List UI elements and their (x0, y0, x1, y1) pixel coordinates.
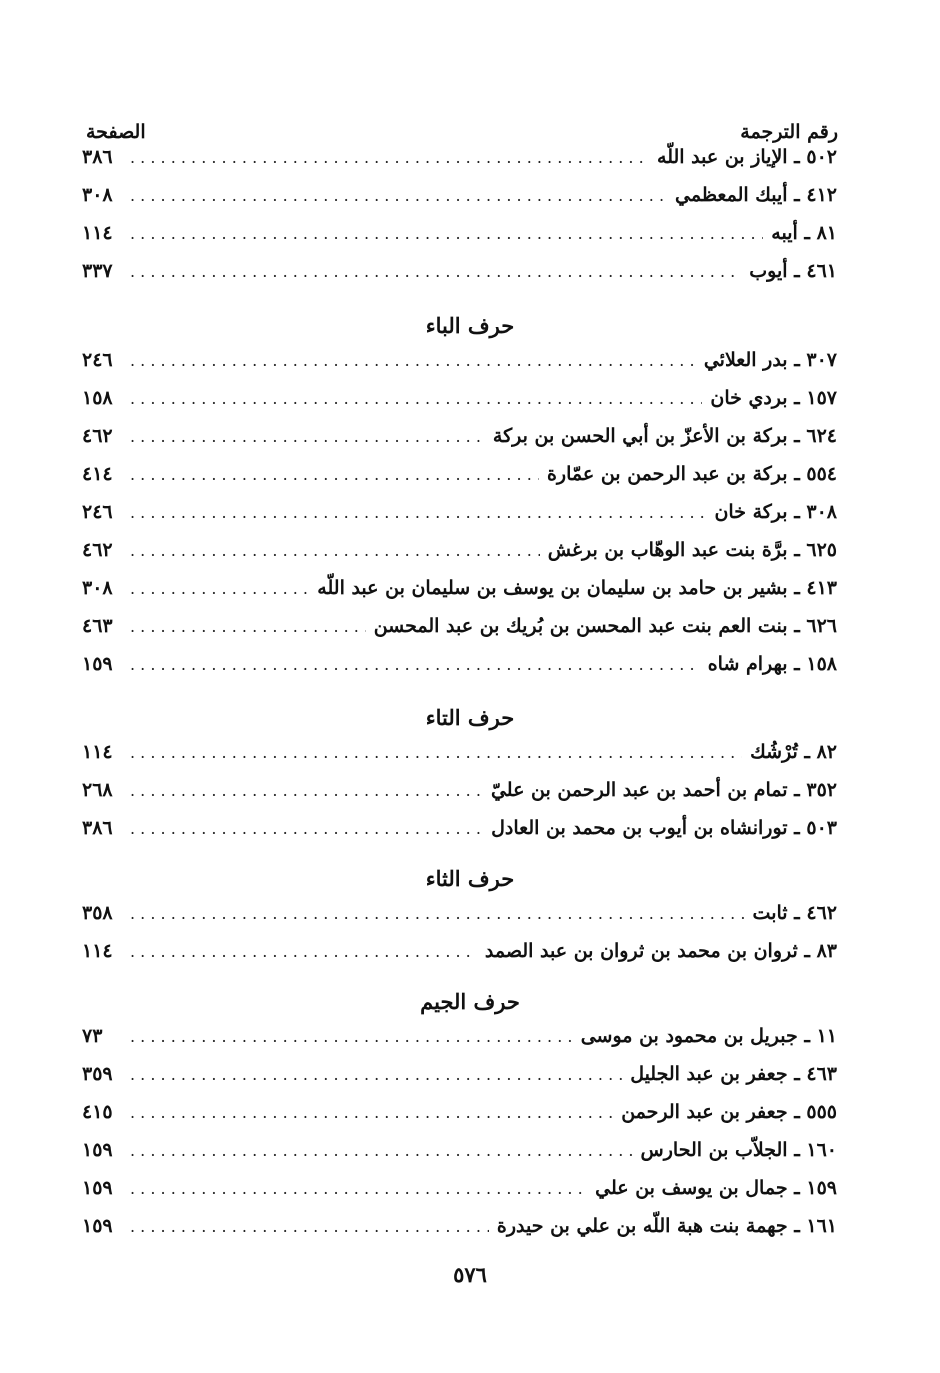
index-entry (82, 184, 837, 222)
entry-page: ١١٤ (82, 940, 113, 962)
index-entry (82, 817, 837, 855)
section-title-tha: حرف الثاء (425, 866, 515, 891)
entry-name: ٤١٢ ـ أيبك المعظمي (675, 184, 837, 206)
entry-page: ٣٠٨ (82, 577, 113, 599)
section-title-jim: حرف الجيم (420, 989, 520, 1014)
index-entry (82, 260, 837, 298)
index-entry (82, 146, 837, 184)
entry-group-tha (82, 902, 837, 978)
entry-name: ١٥٩ ـ جمال بن يوسف بن علي (595, 1177, 837, 1199)
leader-dots (122, 186, 667, 205)
leader-dots (122, 819, 483, 838)
section-title-ba: حرف الباء (425, 313, 515, 338)
page-label: الصفحة (86, 121, 146, 143)
entry-page: ١٥٨ (82, 387, 113, 409)
entry-page: ٣٨٦ (82, 817, 113, 839)
index-entry (82, 653, 837, 691)
leader-dots (122, 579, 309, 598)
entry-name: ٥٥٥ ـ جعفر بن عبد الرحمن (621, 1101, 837, 1123)
index-entry (82, 615, 837, 653)
leader-dots (122, 617, 366, 636)
leader-dots (122, 351, 696, 370)
leader-dots (122, 904, 745, 923)
entry-name: ٤١٣ ـ بشير بن حامد بن سليمان بن يوسف بن سليمان بن عبد اللّه (317, 577, 837, 599)
entry-page: ١٥٩ (82, 653, 113, 675)
index-entry (82, 387, 837, 425)
index-entry (82, 902, 837, 940)
index-entry (82, 741, 837, 779)
entry-page: ٤١٤ (82, 463, 113, 485)
entry-name: ٦٢٤ ـ بركة بن الأعزّ بن أبي الحسن بن بركة (492, 425, 837, 447)
entry-name: ١٦٠ ـ الجلاّب بن الحارس (640, 1139, 837, 1161)
leader-dots (122, 427, 485, 446)
index-entry (82, 1215, 837, 1253)
entry-group-ta (82, 741, 837, 855)
index-entry (82, 779, 837, 817)
entry-name: ٤٦٢ ـ ثابت (752, 902, 837, 924)
leader-dots (122, 503, 706, 522)
entry-page: ٣٠٨ (82, 184, 113, 206)
index-entry (82, 425, 837, 463)
entry-name: ٨٢ ـ تُرْشُك (750, 741, 837, 763)
leader-dots (122, 655, 700, 674)
entry-name: ٤٦١ ـ أيوب (749, 260, 837, 282)
entry-name: ٨١ ـ أيبه (771, 222, 837, 244)
entry-name: ٣٠٧ ـ بدر العلائي (703, 349, 837, 371)
entry-name: ٥٠٢ ـ الإياز بن عبد اللّه (657, 146, 837, 168)
leader-dots (122, 1179, 587, 1198)
entry-page: ٤٦٢ (82, 539, 113, 561)
entry-page: ١١٤ (82, 222, 113, 244)
leader-dots (122, 1065, 622, 1084)
leader-dots (122, 942, 477, 961)
entry-page: ٣٥٨ (82, 902, 113, 924)
entry-page: ٤٦٢ (82, 425, 113, 447)
entry-page: ٧٣ (82, 1025, 103, 1047)
entry-name: ٦٢٦ ـ بنت العم بنت عبد المحسن بن بُريك بن عبد المحسن (373, 615, 837, 637)
index-entry (82, 940, 837, 978)
index-entry (82, 1063, 837, 1101)
leader-dots (122, 1027, 573, 1046)
entry-name: ١٦١ ـ جهمة بنت هبة اللّه بن علي بن حيدرة (496, 1215, 837, 1237)
entry-name: ٦٢٥ ـ برَّة بنت عبد الوهّاب بن برغش (547, 539, 837, 561)
leader-dots (122, 465, 539, 484)
leader-dots (122, 743, 742, 762)
entry-group-ba (82, 349, 837, 691)
entry-page: ١١٤ (82, 741, 113, 763)
entry-name: ٥٥٤ ـ بركة بن عبد الرحمن بن عمّارة (546, 463, 837, 485)
entry-page: ١٥٩ (82, 1215, 113, 1237)
entry-page: ٤٦٣ (82, 615, 113, 637)
entry-number-label: رقم الترجمة (740, 121, 838, 143)
entry-name: ١٥٨ ـ بهرام شاه (707, 653, 837, 675)
index-entry (82, 1101, 837, 1139)
entry-page: ٢٦٨ (82, 779, 113, 801)
entry-page: ٣٥٩ (82, 1063, 113, 1085)
entry-page: ٣٨٦ (82, 146, 113, 168)
index-entry (82, 539, 837, 577)
index-entry (82, 349, 837, 387)
leader-dots (122, 1141, 633, 1160)
leader-dots (122, 389, 702, 408)
index-entry (82, 1139, 837, 1177)
index-entry (82, 222, 837, 260)
entry-page: ١٥٩ (82, 1139, 113, 1161)
page-number: ٥٧٦ (453, 1262, 487, 1287)
entry-page: ٤١٥ (82, 1101, 113, 1123)
entry-page: ٢٤٦ (82, 349, 113, 371)
column-header (86, 117, 838, 147)
index-entry (82, 501, 837, 539)
section-title-ta: حرف التاء (425, 705, 515, 730)
index-entry (82, 463, 837, 501)
leader-dots (122, 224, 763, 243)
leader-dots (122, 1217, 489, 1236)
leader-dots (122, 262, 741, 281)
entry-name: ٣٥٢ ـ تمام بن أحمد بن عبد الرحمن بن عليّ (490, 779, 837, 801)
entry-page: ١٥٩ (82, 1177, 113, 1199)
leader-dots (122, 1103, 613, 1122)
entry-name: ١٥٧ ـ بردي خان (710, 387, 837, 409)
leader-dots (122, 541, 540, 560)
entry-page: ٢٤٦ (82, 501, 113, 523)
index-entry (82, 1177, 837, 1215)
leader-dots (122, 148, 649, 167)
entry-name: ٣٠٨ ـ بركة خان (714, 501, 837, 523)
index-entry (82, 577, 837, 615)
entry-group-jim (82, 1025, 837, 1253)
entry-name: ١١ ـ جبريل بن محمود بن موسى (580, 1025, 837, 1047)
leader-dots (122, 781, 483, 800)
entry-name: ٨٣ ـ ثروان بن محمد بن ثروان بن عبد الصمد (484, 940, 837, 962)
entry-name: ٥٠٣ ـ تورانشاه بن أيوب بن محمد بن العادل (491, 817, 837, 839)
entry-page: ٣٣٧ (82, 260, 113, 282)
entry-group-alif (82, 146, 837, 298)
entry-name: ٤٦٣ ـ جعفر بن عبد الجليل (630, 1063, 837, 1085)
index-entry (82, 1025, 837, 1063)
